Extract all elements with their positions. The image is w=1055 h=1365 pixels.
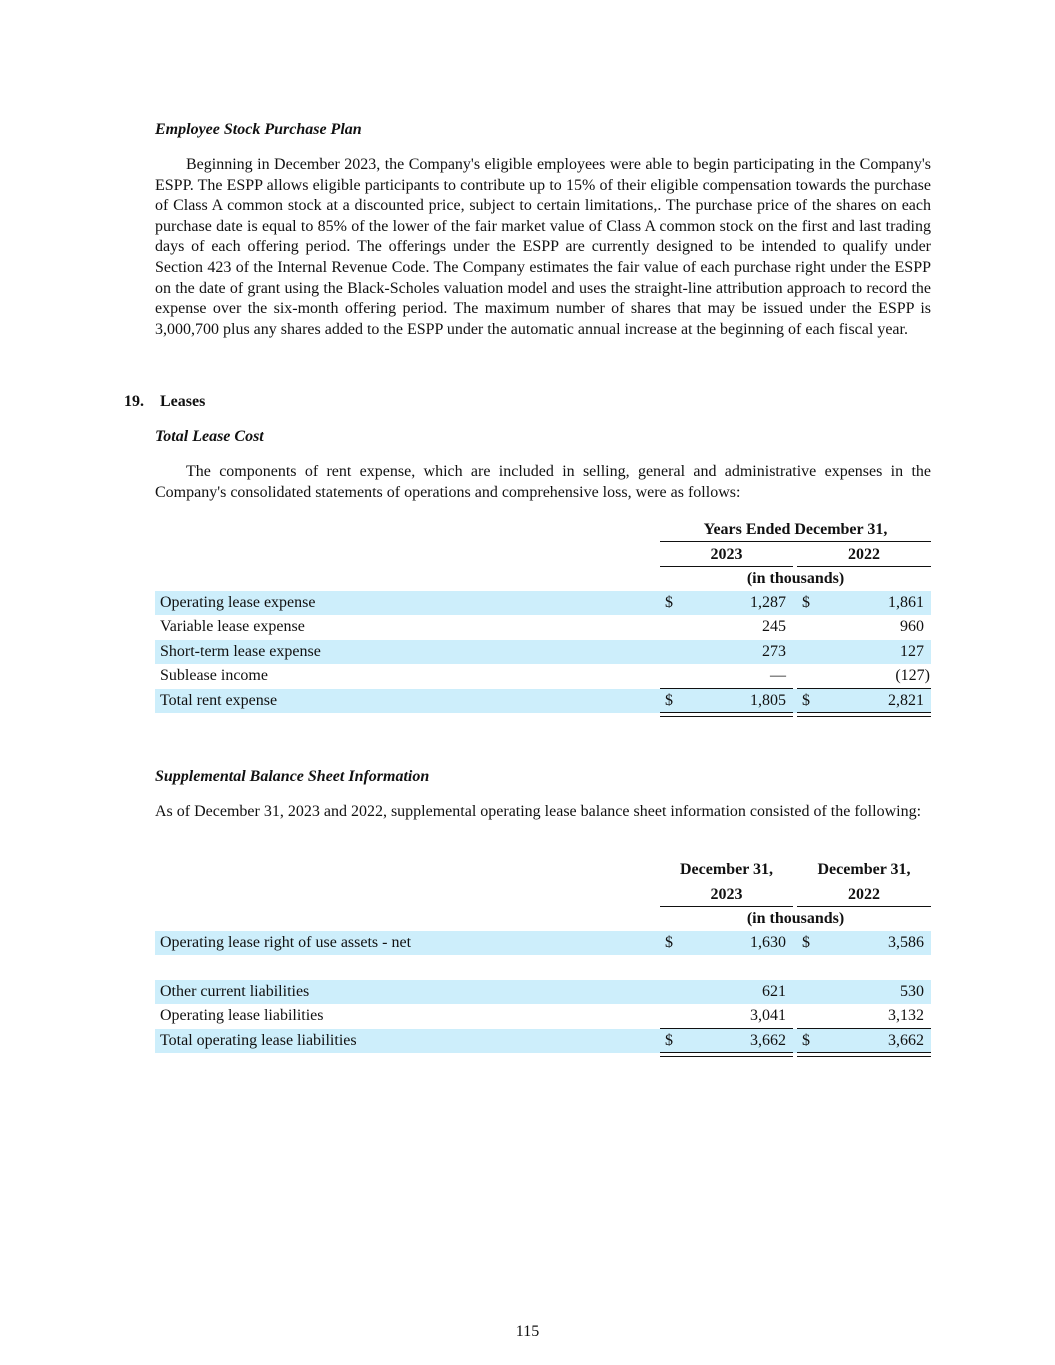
value-2023: 1,630 [750,934,786,951]
row-label: Other current liabilities [160,983,310,1000]
row-label: Operating lease expense [160,594,316,611]
row-label: Operating lease liabilities [160,1007,324,1024]
table2-units: (in thousands) [746,910,845,927]
value-2022: 127 [900,643,924,660]
currency-symbol: $ [802,1032,810,1049]
currency-symbol: $ [665,1032,673,1049]
value-2023: 1,287 [750,594,786,611]
value-2022: 3,586 [888,934,924,951]
value-2023: 621 [762,983,786,1000]
value-2023: 3,662 [750,1032,786,1049]
row-label: Short-term lease expense [160,643,321,660]
table1-units: (in thousands) [746,570,845,587]
row-label: Total rent expense [160,692,278,709]
table2-col2-header-line1: December 31, [817,861,911,878]
table2-col1-rule [660,906,793,907]
table2-col2-header-line2: 2022 [848,886,880,903]
table1-group-header: Years Ended December 31, [703,521,888,538]
value-2022: 960 [900,618,924,635]
total-double-rule [797,712,931,717]
row-label: Variable lease expense [160,618,305,635]
currency-symbol: $ [665,934,673,951]
total-double-rule [797,1052,931,1057]
value-2022: 1,861 [888,594,924,611]
row-label: Total operating lease liabilities [160,1032,357,1049]
table2-col1-header-line1: December 31, [680,861,773,878]
section-name: Leases [160,393,206,410]
table1-header-rule [660,541,931,542]
table2-col2-rule [797,906,931,907]
section-title [124,393,205,411]
table2-col1-header-line2: 2023 [710,886,743,903]
row-label: Operating lease right of use assets - net [160,934,412,951]
supplemental-paragraph [124,802,931,823]
espp-paragraph: Beginning in December 2023, the Company's eligible employees were able to begin participating in the Company's ESPP. The ESPP allows eligible participants to contribute up to 15% of their eligible compensation towards the purchase of Class A common stock at a discounted price, subject to certain limitations,. The purchase price of the shares on each purchase date is equal to 85% of the lower of the fair market value of Class A common stock on the first and last trading days of each offering period. The offerings under the ESPP are currently designed to be intended to qualify under Section 423 of the Internal Revenue Code. The Company estimates the fair value of each purchase right under the ESPP on the date of grant using the Black-Scholes valuation model and uses the straight-line attribution approach to record the expense over the six-month offering period. The maximum number of shares that may be issued under the ESPP is 3,000,700 plus any shares added to the ESPP under the automatic annual increase at the beginning of each fiscal year. [155,156,931,338]
table1-col2-header: 2022 [848,546,880,563]
total-double-rule [660,1052,793,1057]
total-lease-cost-paragraph: The components of rent expense, which are included in selling, general and administrative expenses in the Company's consolidated statements of operations and comprehensive loss, were as follows: [155,463,931,501]
currency-symbol: $ [665,692,673,709]
value-2022: 3,662 [888,1032,924,1049]
section-number: 19. [124,393,144,410]
value-2023: 1,805 [750,692,786,709]
value-2023: 245 [762,618,786,635]
supplemental-heading: Supplemental Balance Sheet Information [155,768,430,785]
page-number: 115 [515,1323,540,1340]
currency-symbol: $ [802,594,810,611]
currency-symbol: $ [665,594,673,611]
value-2023: 3,041 [750,1007,786,1024]
row-label: Sublease income [160,667,268,684]
value-2022: (127) [895,667,930,684]
total-lease-cost-heading: Total Lease Cost [155,428,264,445]
value-2022: 3,132 [888,1007,924,1024]
value-2022: 2,821 [888,692,924,709]
value-2023: 273 [762,643,786,660]
espp-heading: Employee Stock Purchase Plan [155,121,362,138]
table1-col1-rule [660,566,793,567]
value-2022: 530 [900,983,924,1000]
table1-col1-header: 2023 [710,546,743,563]
table1-col2-rule [797,566,931,567]
total-double-rule [660,712,793,717]
currency-symbol: $ [802,692,810,709]
value-2023: — [770,667,786,684]
currency-symbol: $ [802,934,810,951]
supplemental-paragraph-text: As of December 31, 2023 and 2022, supplemental operating lease balance sheet information consisted of the following: [155,803,922,820]
